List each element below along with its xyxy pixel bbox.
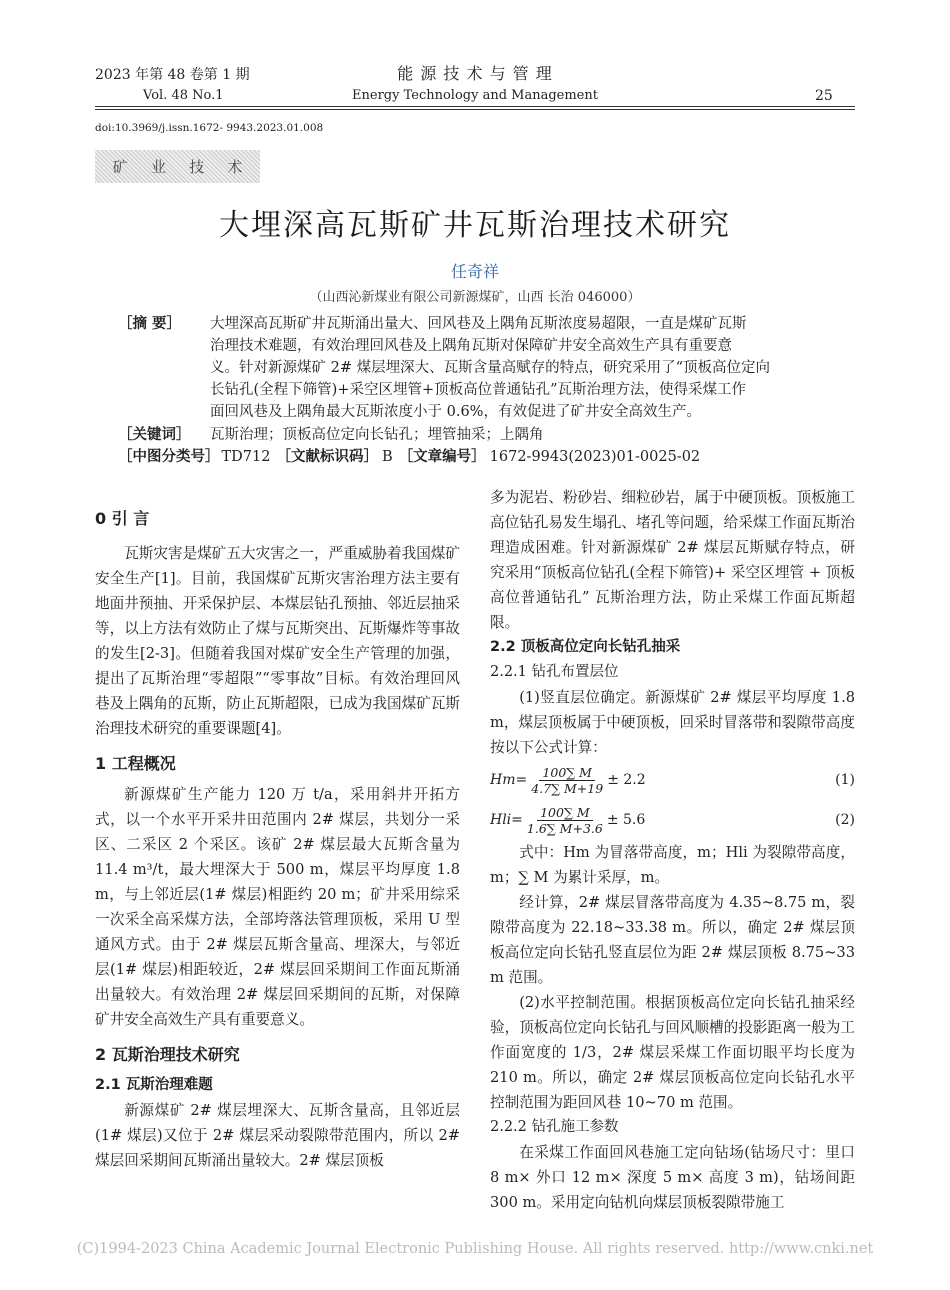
paper-title: 大埋深高瓦斯矿井瓦斯治理技术研究 xyxy=(219,208,731,243)
paragraph: 式中：Hm 为冒落带高度，m；Hli 为裂隙带高度，m；∑ M 为累计采厚，m。 xyxy=(490,844,855,886)
subsection-heading: 2.1 瓦斯治理难题 xyxy=(95,1077,213,1093)
eq2-tail: ± 5.6 xyxy=(606,811,646,828)
affiliation: （山西沁新煤业有限公司新源煤矿，山西 长治 046000） xyxy=(309,290,641,305)
paragraph: 新源煤矿 2# 煤层埋深大、瓦斯含量高，且邻近层(1# 煤层)又位于 2# 煤层采动裂隙带范围内，所以 2# 煤层回采期间瓦斯涌出量较大。2# 煤层顶板 xyxy=(95,1102,460,1169)
abstract-line: 义。针对新源煤矿 2# 煤层埋深大、瓦斯含量高赋存的特点，研究采用了“顶板高位定向 xyxy=(210,360,771,376)
eq2-lhs: Hli= xyxy=(490,811,523,828)
paragraph: 新源煤矿生产能力 120 万 t/a，采用斜井开拓方式，以一个水平开采井田范围内 2# 煤层，共划分一采区、二采区 2 个采区。该矿 2# 煤层最大瓦斯含量为 11.4 m³/t，最大埋深大于 500 m，煤层平均厚度 1.8 m，与上邻近层(1# 煤层)相距约 20 m；矿井采用综采一次采全高采煤方法，全部垮落法管理顶板，采用 U 型通风方式。由于 2# 煤层瓦斯含量高、埋深大，与邻近层(1# 煤层)相距较近，2# 煤层回采期间工作面瓦斯涌出量较大。有效治理 2# 煤层回采期间的瓦斯，对保障矿井安全高效生产具有重要意义。 xyxy=(95,786,460,1028)
issue-label: 2023 年第 48 卷第 1 期 xyxy=(95,67,250,83)
section-heading: 0 引 言 xyxy=(95,509,150,528)
paragraph: (2)水平控制范围。根据顶板高位定向长钻孔抽采经验，顶板高位定向长钻孔与回风顺槽的投影距离一般为工作面宽度的 1/3，2# 煤层采煤工作面切眼平均长度为 210 m。所以，确定 2# 煤层顶板高位定向长钻孔水平控制范围为距回风巷 10~70 m 范围。 xyxy=(490,994,855,1111)
subsubsection-heading: 2.2.2 钻孔施工参数 xyxy=(490,1119,619,1135)
clc-code: TD712 xyxy=(221,449,271,465)
abstract-line: 治理技术难题，有效治理回风巷及上隅角瓦斯对保障矿井安全高效生产具有重要意 xyxy=(210,338,732,354)
paragraph: 在采煤工作面回风巷施工定向钻场(钻场尺寸：里口 8 m× 外口 12 m× 深度 5 m× 高度 3 m)，钻场间距 300 m。采用定向钻机向煤层顶板裂隙带施工 xyxy=(490,1144,855,1211)
equation-1 xyxy=(490,760,855,800)
eq1-lhs: Hm= xyxy=(490,771,528,788)
eq1-tail: ± 2.2 xyxy=(607,771,646,788)
section-tag-char: 术 xyxy=(227,158,243,176)
header-rule xyxy=(95,106,855,107)
copyright-footer: (C)1994-2023 China Academic Journal Electronic Publishing House. All rights reserved. http://www.cnki.net xyxy=(76,1241,874,1257)
section-tag-char: 矿 xyxy=(112,158,128,176)
subsubsection-heading: 2.2.1 钻孔布置层位 xyxy=(490,664,619,680)
header-rule-thin xyxy=(95,109,855,110)
abstract-line: 面回风巷及上隅角最大瓦斯浓度小于 0.6%，有效促进了矿井安全高效生产。 xyxy=(210,404,701,420)
paragraph: 经计算，2# 煤层冒落带高度为 4.35~8.75 m，裂隙带高度为 22.18~33.38 m。所以，确定 2# 煤层顶板高位定向长钻孔竖直层位为距 2# 煤层顶板 8.75~33 m 范围。 xyxy=(490,894,855,986)
section-tag-char: 技 xyxy=(189,158,205,176)
doi: doi:10.3969/j.issn.1672- 9943.2023.01.008 xyxy=(95,122,324,134)
volume-label: Vol. 48 No.1 xyxy=(143,88,224,103)
section-heading: 1 工程概况 xyxy=(95,754,176,773)
journal-title-en: Energy Technology and Management xyxy=(352,88,598,103)
eq1-numerator: 100∑ M xyxy=(539,765,595,781)
paragraph: 多为泥岩、粉砂岩、细粒砂岩，属于中硬顶板。顶板施工高位钻孔易发生塌孔、堵孔等问题，给采煤工作面瓦斯治理造成困难。针对新源煤矿 2# 煤层瓦斯赋存特点，研究采用“顶板高位钻孔(全程下筛管)+ 采空区埋管 + 顶板高位普通钻孔” 瓦斯治理方法，防止采煤工作面瓦斯超限。 xyxy=(490,489,855,631)
subsection-heading: 2.2 顶板高位定向长钻孔抽采 xyxy=(490,639,681,655)
abstract-line: 大埋深高瓦斯矿井瓦斯涌出量大、回风巷及上隅角瓦斯浓度易超限，一直是煤矿瓦斯 xyxy=(210,316,747,332)
eq2-denominator: 1.6∑ M+3.6 xyxy=(526,820,603,836)
section-tag-char: 业 xyxy=(150,158,166,176)
paragraph: (1)竖直层位确定。新源煤矿 2# 煤层平均厚度 1.8 m，煤层顶板属于中硬顶板，回采时冒落带和裂隙带高度按以下公式计算： xyxy=(490,689,855,756)
right-column xyxy=(490,485,855,1215)
eq2-number: (2) xyxy=(835,811,855,828)
left-column xyxy=(95,498,460,1173)
eq1-number: (1) xyxy=(835,771,855,788)
doc-code: B xyxy=(381,449,393,465)
article-number: 1672-9943(2023)01-0025-02 xyxy=(489,449,701,465)
keywords: 瓦斯治理；顶板高位定向长钻孔；埋管抽采；上隅角 xyxy=(210,427,544,443)
section-heading: 2 瓦斯治理技术研究 xyxy=(95,1045,240,1064)
section-tag xyxy=(95,150,260,183)
abstract-line: 长钻孔(全程下筛管)+采空区埋管+顶板高位普通钻孔”瓦斯治理方法，使得采煤工作 xyxy=(210,382,747,398)
equation-2 xyxy=(490,800,855,840)
page-number: 25 xyxy=(815,88,833,104)
doc-code-label: ［文献标识码］ xyxy=(276,449,378,465)
clc-label: ［中图分类号］ xyxy=(118,449,220,465)
eq1-denominator: 4.7∑ M+19 xyxy=(531,780,604,796)
abstract-label: ［摘 要］ xyxy=(118,316,182,332)
author: 任奇祥 xyxy=(450,262,499,281)
article-number-label: ［文章编号］ xyxy=(398,449,486,465)
eq2-numerator: 100∑ M xyxy=(537,805,593,821)
journal-title-cn: 能 源 技 术 与 管 理 xyxy=(397,64,553,83)
paragraph: 瓦斯灾害是煤矿五大灾害之一，严重威胁着我国煤矿安全生产[1]。目前，我国煤矿瓦斯灾害治理方法主要有地面井预抽、开采保护层、本煤层钻孔预抽、邻近层抽采等，以上方法有效防止了煤与瓦斯突出、瓦斯爆炸等事故的发生[2-3]。但随着我国对煤矿安全生产管理的加强，提出了瓦斯治理“零超限”“零事故”目标。有效治理回风巷及上隅角的瓦斯，防止瓦斯超限，已成为我国煤矿瓦斯治理技术研究的重要课题[4]。 xyxy=(95,545,460,737)
keywords-label: ［关键词］ xyxy=(118,427,191,443)
abstract-block xyxy=(118,313,838,468)
